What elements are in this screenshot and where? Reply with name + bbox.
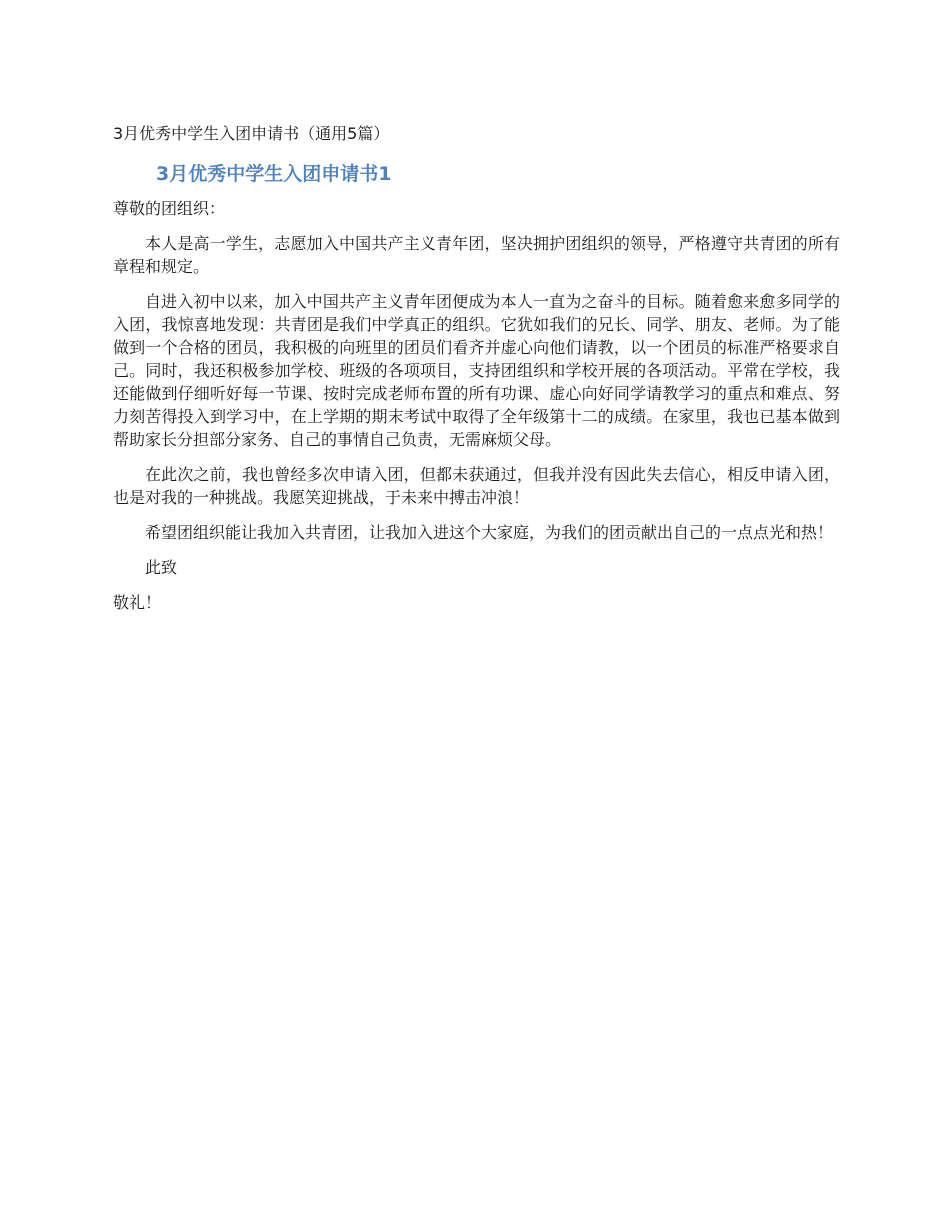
salutation: 尊敬的团组织： <box>113 199 226 218</box>
document-body <box>113 122 840 614</box>
section-heading: 3月优秀中学生入团申请书1 <box>156 163 392 185</box>
paragraph-1: 本人是高一学生，志愿加入中国共产主义青年团，坚决拥护团组织的领导，严格遵守共青团的所有章程和规定。 <box>113 234 840 276</box>
regards: 敬礼！ <box>113 593 162 612</box>
paragraph-3: 在此次之前，我也曾经多次申请入团，但都未获通过，但我并没有因此失去信心，相反申请入团，也是对我的一种挑战。我愿笑迎挑战，于未来中搏击冲浪！ <box>113 465 840 507</box>
document-title: 3月优秀中学生入团申请书（通用5篇） <box>113 124 390 143</box>
closing-phrase: 此致 <box>145 558 178 577</box>
paragraph-2: 自进入初中以来，加入中国共产主义青年团便成为本人一直为之奋斗的目标。随着愈来愈多同学的入团，我惊喜地发现：共青团是我们中学真正的组织。它犹如我们的兄长、同学、朋友、老师。为了能做到一个合格的团员，我积极的向班里的团员们看齐并虚心向他们请教，以一个团员的标准严格要求自己。同时，我还积极参加学校、班级的各项项目，支持团组织和学校开展的各项活动。平常在学校，我还能做到仔细听好每一节课、按时完成老师布置的所有功课、虚心向好同学请教学习的重点和难点、努力刻苦得投入到学习中，在上学期的期末考试中取得了全年级第十二的成绩。在家里，我也已基本做到帮助家长分担部分家务、自己的事情自己负责，无需麻烦父母。 <box>113 292 840 449</box>
paragraph-4: 希望团组织能让我加入共青团，让我加入进这个大家庭，为我们的团贡献出自己的一点点光和热！ <box>145 523 834 542</box>
